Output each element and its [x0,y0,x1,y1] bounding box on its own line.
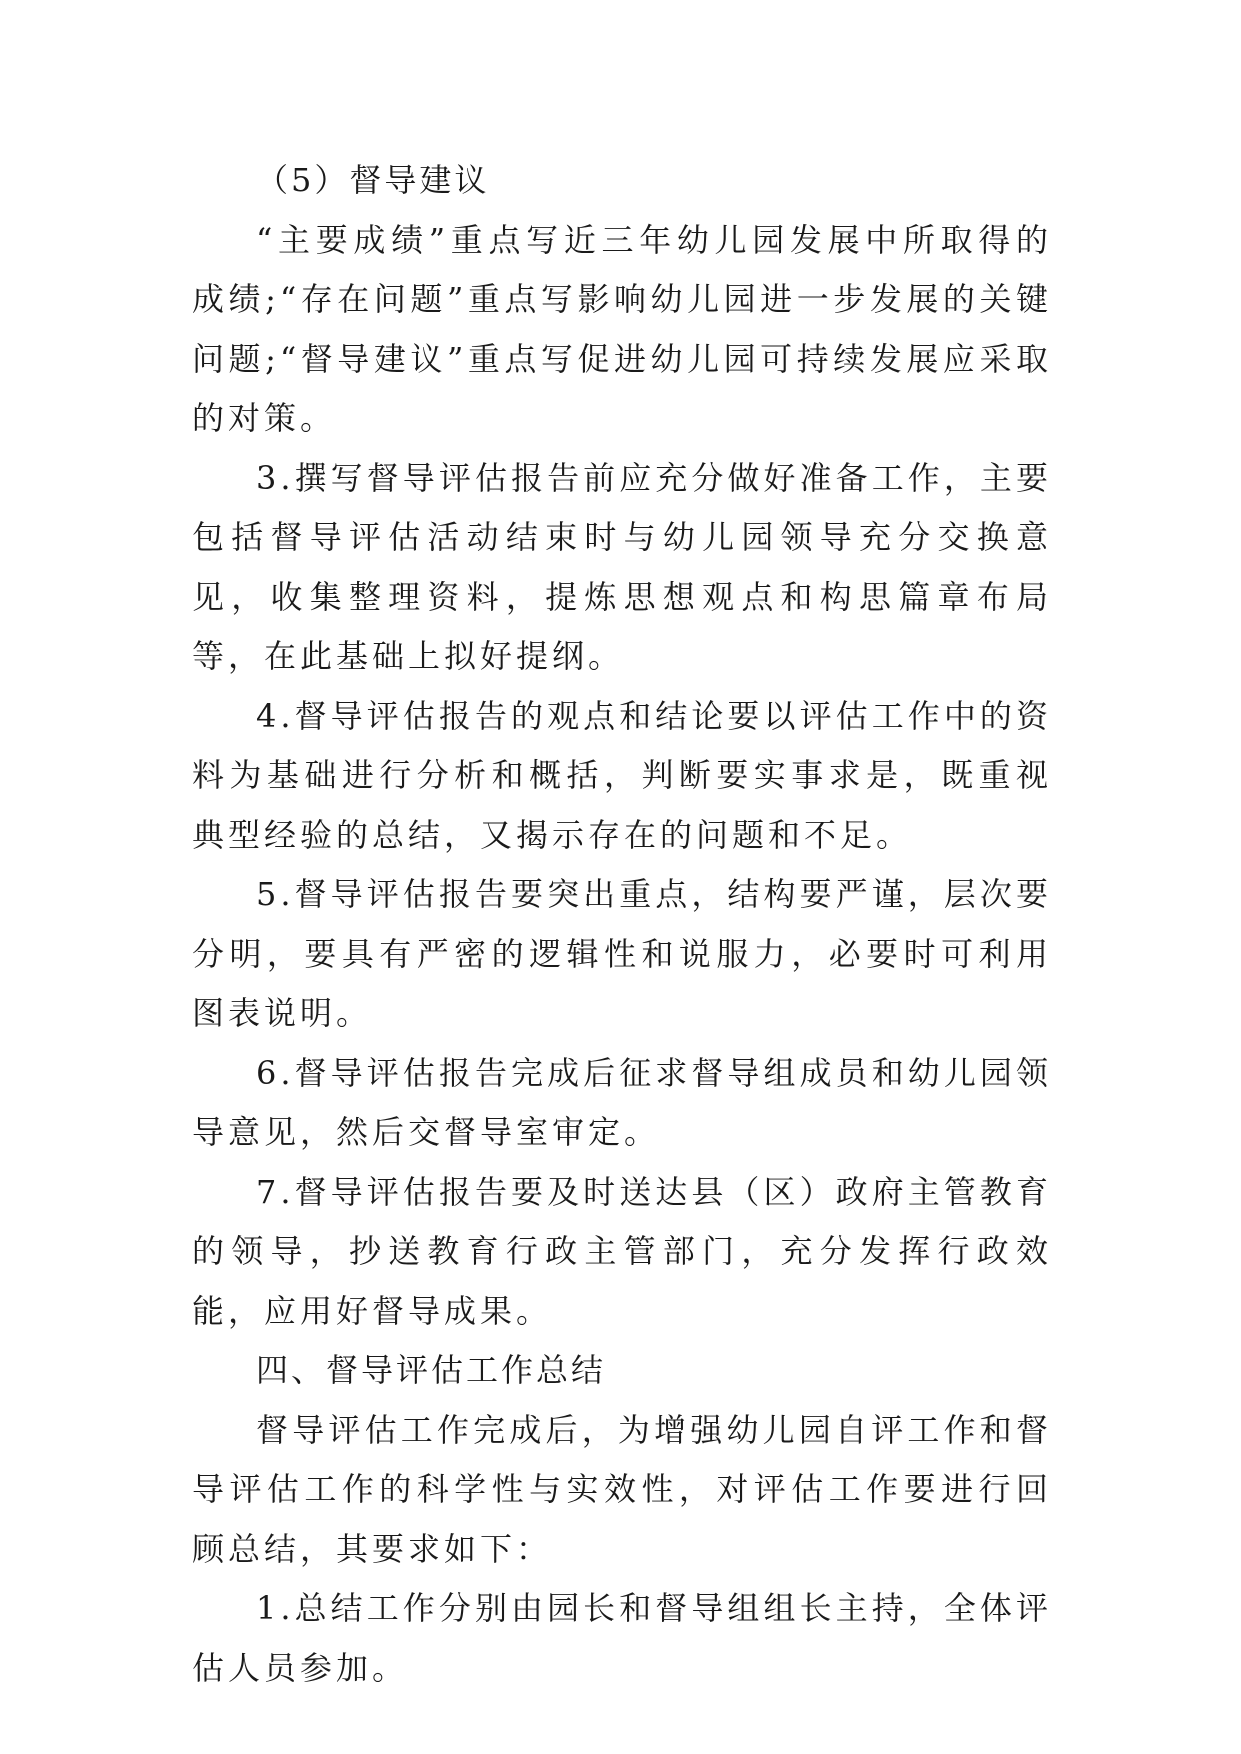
paragraph-item-7-delivery: 7.督导评估报告要及时送达县（区）政府主管教育的领导，抄送教育行政主管部门，充分发挥行政效能，应用好督导成果。 [192,1172,1052,1330]
paragraph-report-content-focus: “主要成绩”重点写近三年幼儿园发展中所取得的成绩;“存在问题”重点写影响幼儿园进一步发展的关键问题;“督导建议”重点写促进幼儿园可持续发展应采取的对策。 [192,220,1052,437]
document-body [192,151,1052,1698]
section-heading-work-summary: 四、督导评估工作总结 [256,1351,607,1389]
paragraph-summary-item-1: 1.总结工作分别由园长和督导组组长主持，全体评估人员参加。 [192,1589,1052,1687]
section-heading-supervision-suggestions: （5）督导建议 [256,161,490,199]
paragraph-item-5-structure: 5.督导评估报告要突出重点，结构要严谨，层次要分明，要具有严密的逻辑性和说服力，必要时可利用图表说明。 [192,875,1052,1032]
paragraph-item-6-review: 6.督导评估报告完成后征求督导组成员和幼儿园领导意见，然后交督导室审定。 [192,1053,1052,1151]
paragraph-item-3-preparation: 3.撰写督导评估报告前应充分做好准备工作，主要包括督导评估活动结束时与幼儿园领导充分交换意见，收集整理资料，提炼思想观点和构思篇章布局等，在此基础上拟好提纲。 [192,458,1052,675]
paragraph-item-4-viewpoints: 4.督导评估报告的观点和结论要以评估工作中的资料为基础进行分析和概括，判断要实事求是，既重视典型经验的总结，又揭示存在的问题和不足。 [192,696,1052,854]
paragraph-summary-intro: 督导评估工作完成后，为增强幼儿园自评工作和督导评估工作的科学性与实效性，对评估工作要进行回顾总结，其要求如下： [192,1410,1052,1568]
